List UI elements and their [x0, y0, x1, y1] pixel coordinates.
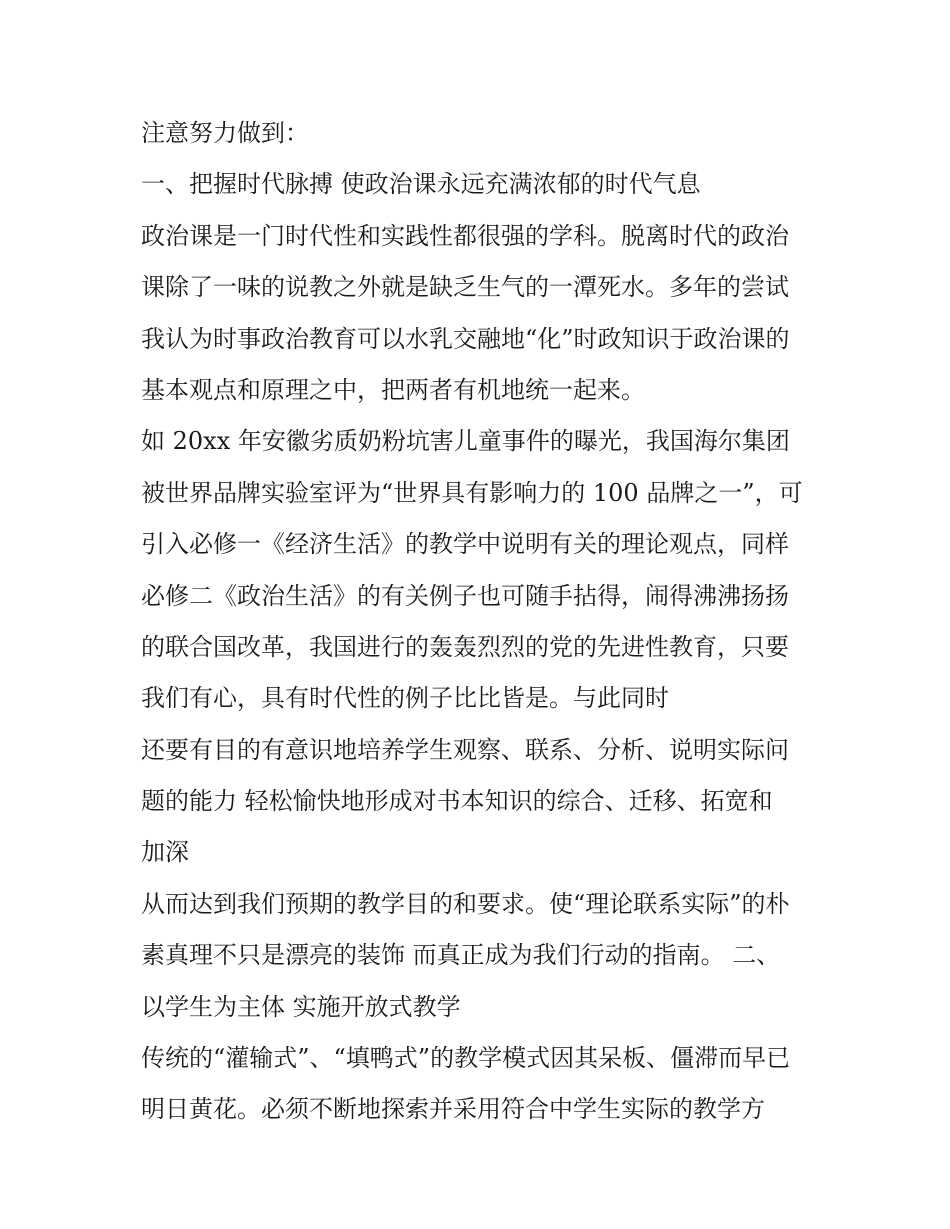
text-line: 被世界品牌实验室评为“世界具有影响力的 100 品牌之一”，可 — [141, 478, 803, 507]
text-line: 如 20xx 年安徽劣质奶粉坑害儿童事件的曝光，我国海尔集团 — [141, 427, 790, 456]
section-heading: 以学生为主体 实施开放式教学 — [141, 992, 461, 1021]
section-heading: 一、把握时代脉搏 使政治课永远充满浓郁的时代气息 — [141, 170, 701, 199]
text-line: 从而达到我们预期的教学目的和要求。使“理论联系实际”的朴 — [141, 889, 790, 918]
text-line: 题的能力 轻松愉快地形成对书本知识的综合、迁移、拓宽和 — [141, 787, 773, 816]
text-line: 引入必修一《经济生活》的教学中说明有关的理论观点，同样 — [141, 530, 789, 559]
text-line: 课除了一味的说教之外就是缺乏生气的一潭死水。多年的尝试 — [141, 273, 789, 302]
text-line: 政治课是一门时代性和实践性都很强的学科。脱离时代的政治 — [141, 221, 789, 250]
text-line: 传统的“灌输式”、“填鸭式”的教学模式因其呆板、僵滞而早已 — [141, 1044, 791, 1073]
text-line: 的联合国改革，我国进行的轰轰烈烈的党的先进性教育，只要 — [141, 632, 789, 661]
document-body — [141, 108, 821, 1136]
text-line: 加深 — [141, 838, 189, 867]
text-line: 明日黄花。必须不断地探索并采用符合中学生实际的教学方 — [141, 1095, 765, 1124]
text-line: 还要有目的有意识地培养学生观察、联系、分析、说明实际问 — [141, 735, 789, 764]
text-line: 我们有心，具有时代性的例子比比皆是。与此同时 — [141, 684, 669, 713]
text-line: 注意努力做到： — [141, 119, 309, 147]
text-line: 我认为时事政治教育可以水乳交融地“化”时政知识于政治课的 — [141, 324, 790, 353]
text-line: 必修二《政治生活》的有关例子也可随手拈得，闹得沸沸扬扬 — [141, 581, 789, 610]
text-line: 素真理不只是漂亮的装饰 而真正成为我们行动的指南。 二、 — [141, 941, 781, 970]
text-line: 基本观点和原理之中，把两者有机地统一起来。 — [141, 375, 645, 404]
